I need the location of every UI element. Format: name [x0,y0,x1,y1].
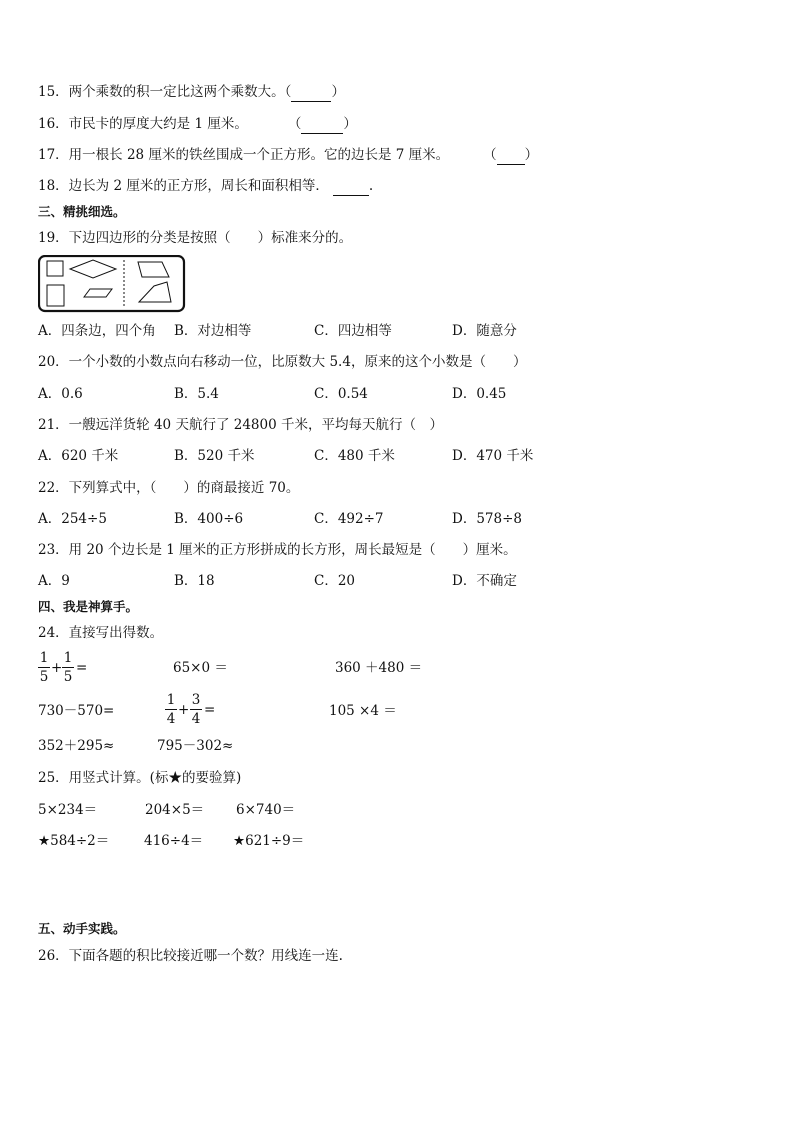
option-a: A．620 千米 [38,448,119,464]
question-17-open: （ [483,147,497,163]
option-d: D．0.45 [452,386,507,402]
expression: 65×0 ＝ [173,660,228,676]
expression: 795－302≈ [157,738,234,754]
expression: 416÷4＝ [144,833,204,849]
option-b: B．对边相等 [174,323,252,339]
option-c: C．492÷7 [314,511,384,527]
question-16-close: ） [343,116,357,132]
question-18-end: . [368,178,374,194]
option-b: B．18 [174,573,215,589]
denominator: 4 [166,711,176,727]
fraction [165,692,177,727]
fraction [38,650,50,685]
question-21-text: 21．一艘远洋货轮 40 天航行了 24800 千米，平均每天航行（ ） [38,417,443,433]
option-a: A．254÷5 [38,511,107,527]
question-19-text: 19．下边四边形的分类是按照（ ）标准来分的。 [38,230,353,246]
plus-sign: + [51,660,63,676]
expression: ★621÷9＝ [233,833,305,849]
expression: 5×234＝ [38,802,98,818]
question-20-text: 20．一个小数的小数点向右移动一位，比原数大 5.4，原来的这个小数是（ ） [38,354,527,370]
rectangle-shape [47,285,64,306]
expression: 6×740＝ [236,802,296,818]
numerator: 1 [63,650,73,666]
denominator: 4 [191,711,201,727]
numerator: 3 [191,692,201,708]
question-16-open: （ [287,116,302,132]
equals-sign: = [76,660,88,676]
question-18 [38,177,373,196]
question-23-text: 23．用 20 个边长是 1 厘米的正方形拼成的长方形，周长最短是（ ）厘米。 [38,542,517,558]
option-c: C．480 千米 [314,448,395,464]
option-b: B．400÷6 [174,511,244,527]
expression: ★584÷2＝ [38,833,110,849]
option-c: C．四边相等 [314,323,392,339]
fraction [62,650,74,685]
option-a: A．9 [38,573,70,589]
option-d: D．578÷8 [452,511,522,527]
answer-blank[interactable] [301,115,343,134]
option-b: B．520 千米 [174,448,255,464]
question-17 [38,146,538,165]
answer-blank[interactable] [333,177,369,196]
question-15-text: 15．两个乘数的积一定比这两个乘数大。（ [38,84,292,100]
option-c: C．0.54 [314,386,368,402]
fraction [190,692,202,727]
section-3-heading: 三、精挑细选。 [38,204,126,219]
question-16-text: 16．市民卡的厚度大约是 1 厘米。 [38,116,248,132]
expression: 204×5＝ [145,802,205,818]
question-18-text: 18．边长为 2 厘米的正方形，周长和面积相等． [38,178,329,194]
question-16 [38,115,357,134]
numerator: 1 [39,650,49,666]
question-25-text: 25．用竖式计算。(标★的要验算) [38,770,242,786]
trapezoid-shape [138,262,169,277]
option-a: A．0.6 [38,386,83,402]
quadrilateral-shape [139,282,171,302]
quadrilateral-classification-figure [38,255,186,313]
plus-sign: + [178,702,190,718]
option-a: A．四条边，四个角 [38,323,156,339]
question-17-close: ） [524,147,539,163]
question-24-text: 24．直接写出得数。 [38,625,164,641]
expression: 730－570= [38,703,115,719]
option-b: B．5.4 [174,386,219,402]
expression: 360 ＋480 ＝ [335,660,423,676]
section-4-heading: 四、我是神算手。 [38,599,139,614]
answer-blank[interactable] [291,83,331,102]
question-17-text: 17．用一根长 28 厘米的铁丝围成一个正方形。它的边长是 7 厘米。 [38,147,450,163]
expression: 352＋295≈ [38,738,115,754]
question-15 [38,83,345,102]
option-d: D．随意分 [452,323,517,339]
denominator: 5 [63,669,73,685]
rectangle-shape [47,261,63,276]
option-d: D．不确定 [452,573,517,589]
rhombus-shape [70,260,116,278]
answer-blank[interactable] [497,146,525,165]
expression: 105 ×4 ＝ [329,703,397,719]
section-5-heading: 五、动手实践。 [38,921,126,936]
numerator: 1 [166,692,176,708]
parallelogram-shape [84,289,112,297]
option-c: C．20 [314,573,356,589]
question-15-close: ） [331,84,345,100]
option-d: D．470 千米 [452,448,534,464]
question-22-text: 22．下列算式中，（ ）的商最接近 70。 [38,480,300,496]
question-26-text: 26．下面各题的积比较接近哪一个数？用线连一连. [38,948,343,964]
denominator: 5 [39,669,49,685]
equals-sign: = [204,702,216,718]
